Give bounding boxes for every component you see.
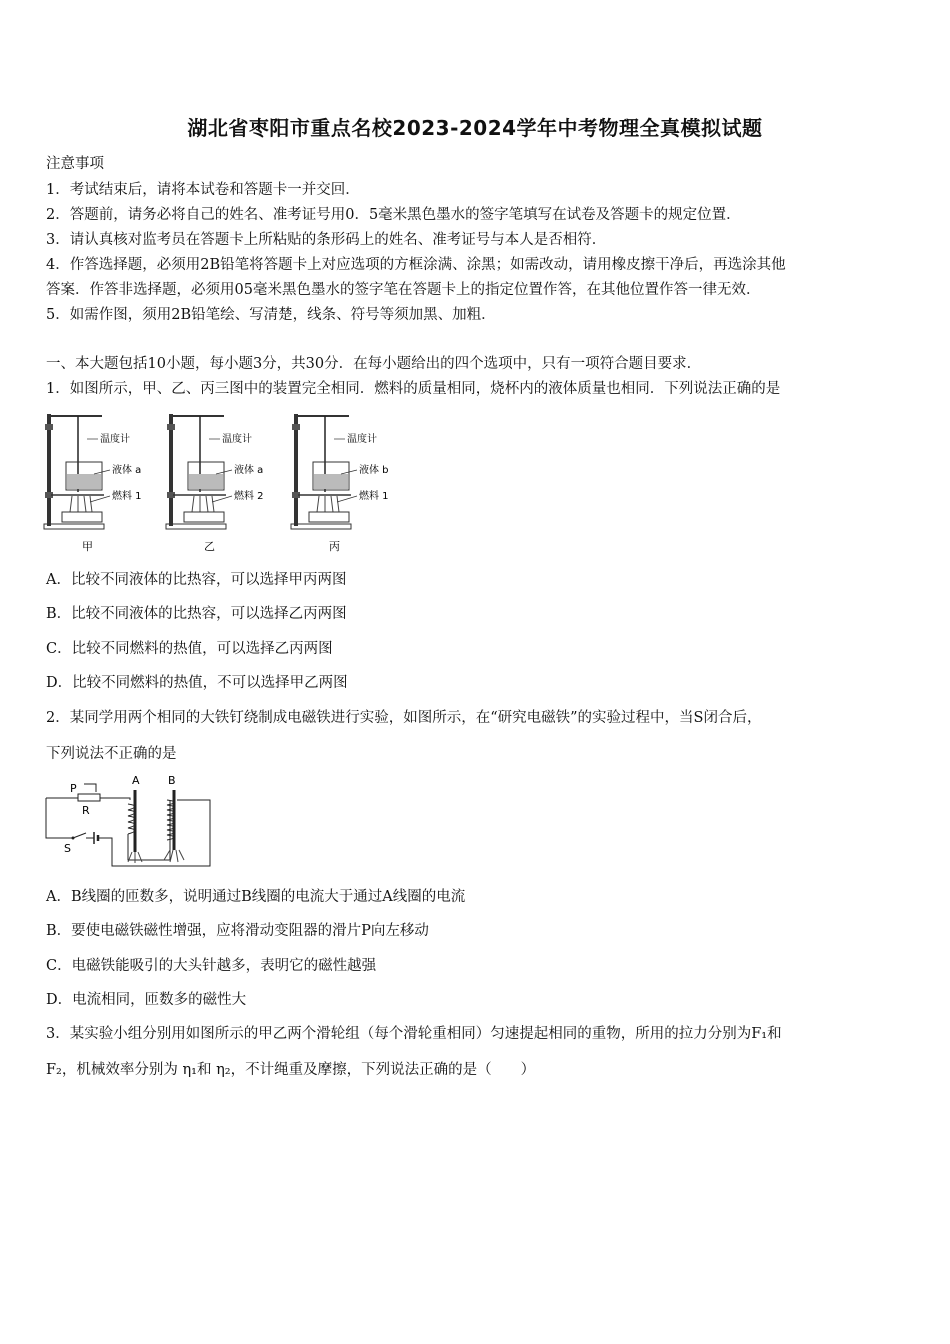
notice-item: 2．答题前，请务必将自己的姓名、准考证号用0．5毫米黑色墨水的签字笔填写在试卷及答题卡的规定位置． <box>46 207 741 223</box>
q1-apparatus-figure <box>42 404 422 554</box>
page-title: 湖北省枣阳市重点名校2023-2024学年中考物理全真模拟试题 <box>187 116 763 140</box>
notice-heading: 注意事项 <box>46 156 104 172</box>
question-2-stem-cont: 下列说法不正确的是 <box>46 746 177 762</box>
thermometer-label: 温度计 <box>222 434 252 445</box>
thermometer-label: 温度计 <box>100 434 130 445</box>
notice-item: 1．考试结束后，请将本试卷和答题卡一并交回． <box>46 182 360 198</box>
notice-item: 4．作答选择题，必须用2B铅笔将答题卡上对应选项的方框涂满、涂黑；如需改动，请用橡皮擦干净后，再选涂其他 <box>46 257 786 273</box>
panel-caption: 丙 <box>329 540 340 553</box>
q2-circuit-figure <box>42 770 217 870</box>
coil-a-label: A <box>132 774 140 787</box>
notice-item: 5．如需作图，须用2B铅笔绘、写清楚，线条、符号等须加黑、加粗． <box>46 307 496 323</box>
slider-label: P <box>70 782 77 795</box>
q2-option-d: D．电流相同，匝数多的磁性大 <box>46 992 247 1008</box>
switch-label: S <box>64 842 71 855</box>
liquid-label: 液体 b <box>359 465 389 476</box>
panel-caption: 乙 <box>204 540 215 553</box>
fuel-label: 燃料 1 <box>112 491 142 502</box>
q1-option-b: B．比较不同液体的比热容，可以选择乙丙两图 <box>46 606 347 622</box>
q2-option-c: C．电磁铁能吸引的大头针越多，表明它的磁性越强 <box>46 958 377 974</box>
q2-option-a: A．B线圈的匝数多，说明通过B线圈的电流大于通过A线圈的电流 <box>46 889 466 905</box>
panel-bing <box>291 414 389 553</box>
liquid-label: 液体 a <box>112 465 142 476</box>
question-3-stem-cont: F₂，机械效率分别为 η₁和 η₂，不计绳重及摩擦，下列说法正确的是（ ） <box>46 1062 536 1078</box>
fuel-label: 燃料 2 <box>234 491 264 502</box>
section-heading: 一、本大题包括10小题，每小题3分，共30分．在每小题给出的四个选项中，只有一项符合题目要求． <box>46 356 702 372</box>
coil-b-label: B <box>168 774 176 787</box>
panel-caption: 甲 <box>82 540 93 553</box>
q1-option-c: C．比较不同燃料的热值，可以选择乙丙两图 <box>46 641 333 657</box>
q2-option-b: B．要使电磁铁磁性增强，应将滑动变阻器的滑片P向左移动 <box>46 923 429 939</box>
q1-option-a: A．比较不同液体的比热容，可以选择甲丙两图 <box>46 572 347 588</box>
notice-item: 3．请认真核对监考员在答题卡上所粘贴的条形码上的姓名、准考证号与本人是否相符． <box>46 232 607 248</box>
panel-jia <box>44 414 142 553</box>
notice-item: 答案．作答非选择题，必须用05毫米黑色墨水的签字笔在答题卡上的指定位置作答，在其他位置作答一律无效． <box>46 282 761 298</box>
question-2-stem: 2．某同学用两个相同的大铁钉绕制成电磁铁进行实验，如图所示，在“研究电磁铁”的实验过程中，当S闭合后， <box>46 710 762 726</box>
fuel-label: 燃料 1 <box>359 491 389 502</box>
question-1-stem: 1．如图所示，甲、乙、丙三图中的装置完全相同．燃料的质量相同，烧杯内的液体质量也相同．下列说法正确的是 <box>46 381 781 397</box>
thermometer-label: 温度计 <box>347 434 377 445</box>
liquid-label: 液体 a <box>234 465 264 476</box>
resistor-label: R <box>82 804 90 817</box>
panel-yi <box>166 414 264 553</box>
q1-option-d: D．比较不同燃料的热值，不可以选择甲乙两图 <box>46 675 348 691</box>
question-3-stem: 3．某实验小组分别用如图所示的甲乙两个滑轮组（每个滑轮重相同）匀速提起相同的重物，所用的拉力分别为F₁和 <box>46 1026 782 1042</box>
